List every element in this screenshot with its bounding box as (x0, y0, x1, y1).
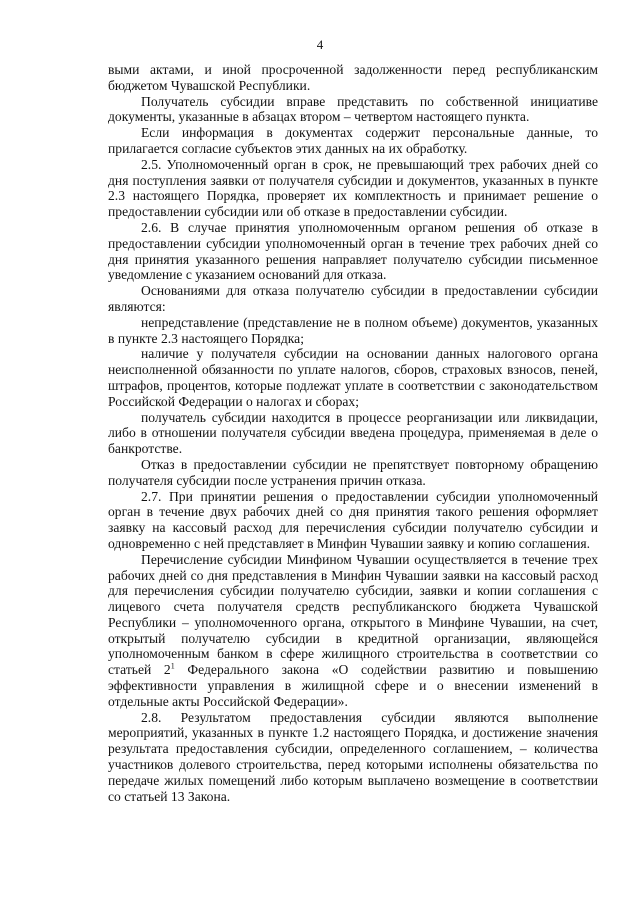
refusal-ground-item: получатель субсидии находится в процессе реорганизации или ликвидации, либо в отношении получателя субсидии введена процедура, применяемая в деле о банкротстве. (108, 409, 598, 457)
refusal-ground-item: наличие у получателя субсидии на основании данных налогового органа неисполненной обязанности по уплате налогов, сборов, страховых взносов, пеней, штрафов, процентов, которые подлежат уплате в соответствии с законодательством Российской Федерации о налогах и сборах; (108, 346, 598, 409)
document-body (108, 62, 598, 804)
paragraph-transfer-part2: Федерального закона «О содействии развитию и повышению эффективности управления в жилищной сфере и о внесении изменений в отдельные акты Российской Федерации». (108, 662, 598, 709)
paragraph-personal-data: Если информация в документах содержит персональные данные, то прилагается согласие субъектов этих данных на их обработку. (108, 125, 598, 156)
paragraph-optional-documents: Получатель субсидии вправе представить по собственной инициативе документы, указанные в абзацах втором – четвертом настоящего пункта. (108, 93, 598, 125)
paragraph-2-6: 2.6. В случае принятия уполномоченным органом решения об отказе в предоставлении субсидии уполномоченный орган в течение трех рабочих дней со дня принятия указанного решения направляет получателю субсидии письменное уведомление с указанием оснований для отказа. (108, 219, 598, 283)
page-number: 4 (316, 37, 324, 52)
paragraph-refusal-grounds: Основаниями для отказа получателю субсидии в предоставлении субсидии являются: (108, 283, 598, 314)
paragraph-2-5: 2.5. Уполномоченный орган в срок, не превышающий трех рабочих дней со дня поступления заявки от получателя субсидии и документов, указанных в пункте 2.3 настоящего Порядка, проверяет их комплектность и принимает решение о предоставлении субсидии или об отказе в предоставлении субсидии. (108, 156, 598, 220)
paragraph-continuation: выми актами, и иной просроченной задолженности перед республиканским бюджетом Чувашской Республики. (108, 62, 598, 93)
paragraph-repeat-request: Отказ в предоставлении субсидии не препятствует повторному обращению получателя субсидии после устранения причин отказа. (108, 456, 598, 488)
paragraph-transfer-part1: Перечисление субсидии Минфином Чувашии осуществляется в течение трех рабочих дней со дня представления в Минфин Чувашии заявки на кассовый расход для перечисления субсидии получателю субсидии, заявки и копии соглашения с лицевого счета получателя средств республиканского бюджета Чувашской Республики – уполномоченного органа, открытого в Минфине Чувашии, на счет, открытый получателю субсидии в кредитной организации, являющейся уполномоченным банком в сфере жилищного строительства в соответствии со статьей 2 (108, 551, 598, 678)
paragraph-2-8: 2.8. Результатом предоставления субсидии являются выполнение мероприятий, указанных в пункте 1.2 настоящего Порядка, и достижение значения результата предоставления субсидии, определенного соглашением, – количества участников долевого строительства, перед которыми исполнены обязательства по передаче жилых помещений либо которым выплачено возмещение в соответствии со статьей 13 Закона. (108, 709, 598, 804)
paragraph-2-7: 2.7. При принятии решения о предоставлении субсидии уполномоченный орган в течение двух рабочих дней со дня принятия такого решения оформляет заявку на кассовый расход для перечисления субсидии получателю субсидии и одновременно с ней представляет в Минфин Чувашии заявку и копию соглашения. (108, 488, 598, 551)
paragraph-transfer (108, 552, 598, 710)
refusal-ground-item: непредставление (представление не в полном объеме) документов, указанных в пункте 2.3 настоящего Порядка; (108, 314, 598, 346)
footnote-superscript: 1 (170, 661, 175, 671)
